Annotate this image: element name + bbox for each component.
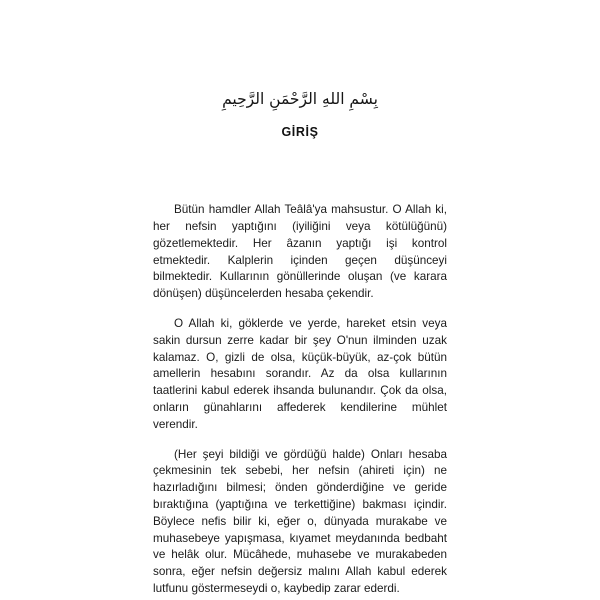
content-column: [153, 0, 447, 598]
body-text-block: [153, 139, 447, 598]
paragraph: (Her şeyi bildiği ve gördüğü halde) Onları hesaba çekmesinin tek sebebi, her nefsin (ahireti için) ne hazırladığını bilmesi; önden gönderdiğine ve geride bıraktığına (yaptığına ve terkettiğine) bakması içindir. Böylece nefis bilir ki, eğer o, dünyada murakabe ve muhasebeye yapışmasa, kıyamet meydanında bedbaht ve helâk olur. Mücâhede, muhasebe ve murakabeden sonra, eğer nefsin değersiz malını Allah kabul ederek lutfunu göstermeseydi o, kaybedip zarar ederdi.: [153, 447, 447, 595]
chapter-title: GİRİŞ: [281, 125, 319, 140]
basmala-arabic-text: بِسْمِ اللهِ الرَّحْمَنِ الرَّحِيمِ: [222, 90, 378, 108]
paragraph: O Allah ki, göklerde ve yerde, hareket etsin veya sakin dursun zerre kadar bir şey O'nun ilminden uzak kalamaz. O, gizli de olsa, küçük-büyük, az-çok bütün amellerin hesabını sorandır. Az da olsa kullarının taatlerini kabul ederek ihsanda bulunandır. Çok da olsa, onların günahlarını affederek kendilerine mühlet verendir.: [153, 317, 447, 431]
paragraph: Bütün hamdler Allah Teâlâ'ya mahsustur. O Allah ki, her nefsin yaptığını (iyiliğini veya kötülüğünü) gözetlemektedir. Her âzanın yaptığı işi kontrol etmektedir. Kalplerin içinden geçen düşünceyi bilmektedir. Kullarının gönüllerinde oluşan (ve karara dönüşen) düşüncelerden hesaba çekendir.: [153, 203, 447, 301]
